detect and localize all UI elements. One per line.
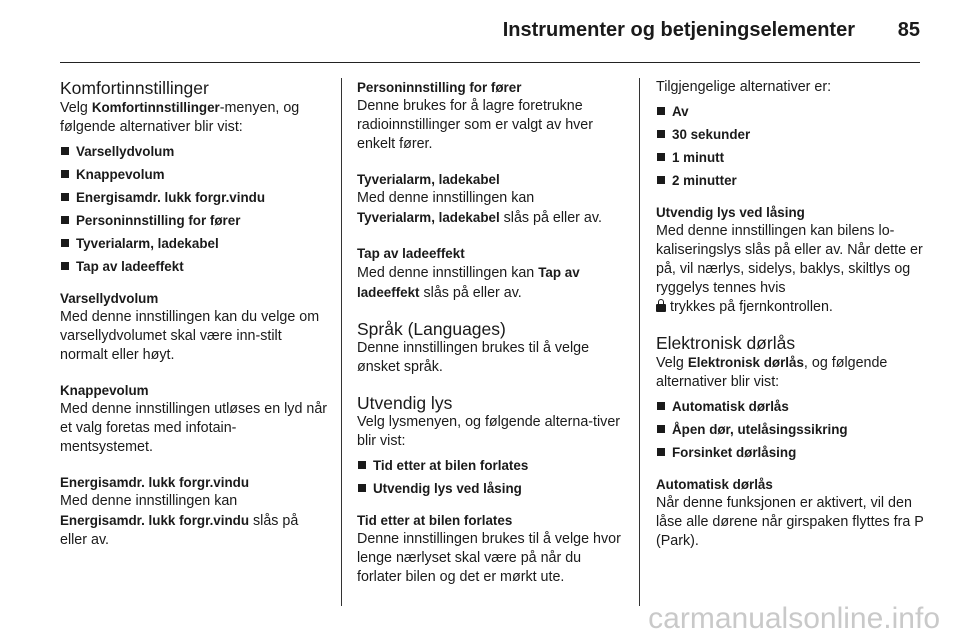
light-options-list bbox=[357, 457, 625, 497]
list-item: Tyverialarm, ladekabel bbox=[60, 235, 328, 252]
list-item: 1 minutt bbox=[656, 149, 926, 166]
list-item: 2 minutter bbox=[656, 172, 926, 189]
section-tid-etter: Tid etter at bilen forlates Denne innstillingen brukes til å velge hvor lenge nærlyset skal være på når du forlater bilen og det er mørkt ute. bbox=[357, 513, 621, 585]
section-energisamdr: Energisamdr. lukk forgr.vindu Med denne innstillingen kan Energisamdr. lukk forgr.vindu slås på eller av. bbox=[60, 475, 299, 548]
list-item: Tap av ladeeffekt bbox=[60, 258, 328, 275]
section-utvendig-lys-ved-lasing: Utvendig lys ved låsing Med denne innstillingen kan bilens lo-kaliseringslys slås på eller av. Når dette er på, vil nærlys, sidelys, baklys, skiltlys og ryggelys tennes hvis trykkes på fjernkontrollen. bbox=[656, 205, 923, 315]
comfort-options-list bbox=[60, 143, 328, 275]
section-varsellydvolum: Varsellydvolum Med denne innstillingen kan du velge om varsellydvolumet skal være inn-stilt normalt eller høyt. bbox=[60, 291, 320, 363]
column-3: Tilgjengelige alternativer er: Av 30 sekunder 1 minutt 2 minutter Utvendig lys ved låsing Med denne innstillingen kan bilens lo-kaliseringslys slås på eller av. Når dette er på, vil nærlys, sidelys, baklys, skiltlys og ryggelys tennes hvis trykkes på fjernkontrollen. Elektronisk dørlås Velg Elektronisk dørlås, og følgende alternativer blir vist: Automatisk dørlås Åpen dør, utelåsingssikring Forsinket dørlåsing Automatisk dørlås Når denne funksjonen er aktivert, vil den låse alle dørene når girspaken flyttes fra P (Park). bbox=[656, 78, 926, 567]
lock-options-list bbox=[656, 398, 926, 461]
heading-komfortinnstillinger: Komfortinnstillinger bbox=[60, 78, 209, 98]
list-item: Tid etter at bilen forlates bbox=[357, 457, 625, 474]
section-personinnstilling: Personinnstilling for fører Denne brukes for å lagre foretrukne radioinnstillinger som er valgt av hver enkelt fører. bbox=[357, 80, 594, 152]
page-number: 85 bbox=[897, 19, 920, 41]
column-divider-1 bbox=[341, 78, 342, 606]
section-automatisk-dorlas: Automatisk dørlås Når denne funksjonen er aktivert, vil den låse alle dørene når girspaken flyttes fra P (Park). bbox=[656, 477, 924, 549]
list-item: Energisamdr. lukk forgr.vindu bbox=[60, 189, 328, 206]
heading-utvendig-lys: Utvendig lys bbox=[357, 393, 453, 413]
column-1 bbox=[60, 78, 328, 566]
section-tap-av-ladeeffekt: Tap av ladeeffekt Med denne innstillingen kan Tap av ladeeffekt slås på eller av. bbox=[357, 246, 580, 301]
section-sprak: Språk (Languages) Denne innstillingen brukes til å velge ønsket språk. bbox=[357, 319, 625, 377]
watermark: carmanualsonline.info bbox=[648, 602, 940, 635]
page-header bbox=[60, 0, 920, 63]
column-divider-2 bbox=[639, 78, 640, 606]
column-2: Personinnstilling for fører Denne brukes for å lagre foretrukne radioinnstillinger som er valgt av hver enkelt fører. Tyverialarm, ladekabel Med denne innstillingen kan Tyverialarm, ladekabel slås på eller av. Tap av ladeeffekt Med denne innstillingen kan Tap av ladeeffekt slås på eller av. Språk (Languages) Denne innstillingen brukes til å velge ønsket språk. Utvendig lys Velg lysmenyen, og følgende alterna-tiver blir vist: Tid etter at bilen forlates Utvendig lys ved låsing Tid etter at bilen forlates Denne innstillingen brukes til å velge hvor lenge nærlyset skal være på når du forlater bilen og det er mørkt ute. bbox=[357, 78, 625, 603]
list-item: Av bbox=[656, 103, 926, 120]
list-item: Automatisk dørlås bbox=[656, 398, 926, 415]
section-knappevolum: Knappevolum Med denne innstillingen utløses en lyd når et valg foretas med infotain-mentsystemet. bbox=[60, 383, 328, 455]
heading-sprak: Språk (Languages) bbox=[357, 319, 506, 339]
list-item: Varsellydvolum bbox=[60, 143, 328, 160]
list-item: 30 sekunder bbox=[656, 126, 926, 143]
list-item: Knappevolum bbox=[60, 166, 328, 183]
lock-icon bbox=[656, 304, 666, 312]
list-item: Åpen dør, utelåsingssikring bbox=[656, 421, 926, 438]
heading-elektronisk-dorlas: Elektronisk dørlås bbox=[656, 333, 796, 353]
comfort-intro: Velg Komfortinnstillinger-menyen, og følgende alternativer blir vist: bbox=[60, 100, 300, 135]
list-item: Forsinket dørlåsing bbox=[656, 444, 926, 461]
section-tyverialarm: Tyverialarm, ladekabel Med denne innstillingen kan Tyverialarm, ladekabel slås på eller av. bbox=[357, 172, 602, 226]
list-item: Personinnstilling for fører bbox=[60, 212, 328, 229]
duration-options-list bbox=[656, 103, 926, 189]
list-item: Utvendig lys ved låsing bbox=[357, 480, 625, 497]
page-title: Instrumenter og betjeningselementer bbox=[502, 19, 855, 41]
